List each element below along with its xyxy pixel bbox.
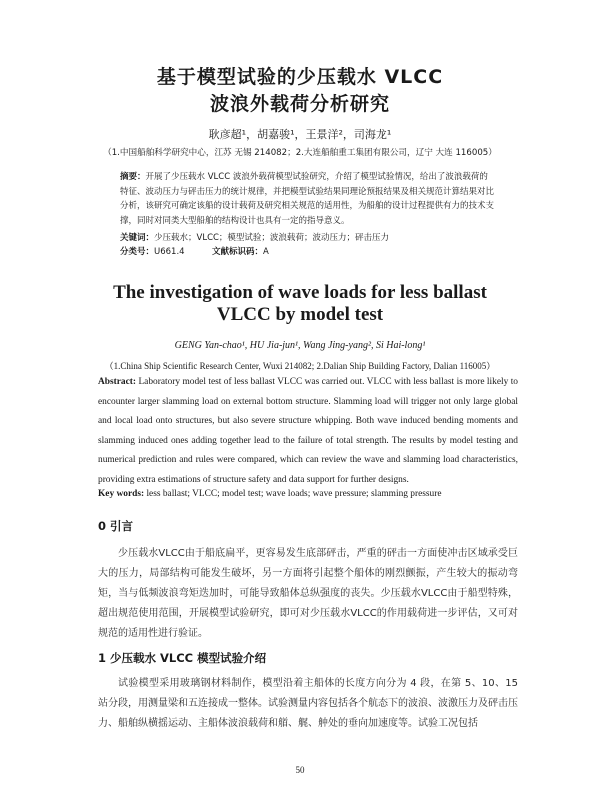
english-keywords [98,489,518,499]
english-abstract-label: Abstract: [98,377,137,387]
document-code-label: 文献标识码： [211,247,263,257]
section-0-heading: 0 引言 [98,519,134,533]
chinese-title-line2: 波浪外载荷分析研究 [209,93,390,115]
classification-line [120,245,495,260]
page-number: 50 [295,765,305,775]
classification-label: 分类号： [120,247,155,257]
english-title-line2: VLCC by model test [216,304,384,325]
chinese-abstract-text: 开展了少压载水 VLCC 波浪外载荷模型试验研究，介绍了模型试验情况，给出了波浪载荷的特征、波动压力与砰击压力的统计规律，并把模型试验结果同理论预报结果及相关规范计算结果对比分析，该研究可确定该船的设计载荷及研究相关规范的适用性，为船舶的设计过程提供有力的技术支撑，同时对同类大型船舶的结构设计也具有一定的指导意义。 [120,172,495,226]
english-abstract-text: Laboratory model test of less ballast VLCC was carried out. VLCC with less ballast is more likely to encounter larger slamming load on external bottom structure. Slamming load will trigger not only large global and local load onto structures, but also severe structure whipping. Both wave induced bending moments and slamming induced ones adding together lead to the failure of total strength. The results by model testing and numerical prediction and rules were compared, which can review the wave and slamming load characteristics, providing extra estimations of structure safety and data support for further designs. [98,377,518,485]
chinese-abstract [120,170,495,228]
chinese-keywords-text: 少压载水；VLCC；模型试验；波浪载荷；波动压力；砰击压力 [154,233,389,243]
english-authors: GENG Yan-chao¹, HU Jia-jun¹, Wang Jing-yang², Si Hai-long¹ [174,340,426,351]
english-keywords-label: Key words: [98,489,145,499]
chinese-keywords [120,231,495,246]
chinese-keywords-label: 关键词： [120,233,155,243]
chinese-title-line1: 基于模型试验的少压载水 VLCC [156,66,444,88]
classification-value: U661.4 [154,247,185,257]
english-affiliation: （1.China Ship Scientific Research Center, Wuxi 214082; 2.Dalian Ship Building Factory, Dalian 116005） [104,361,496,371]
chinese-abstract-label: 摘要： [120,172,146,182]
section-1-body: 试验模型采用玻璃钢材料制作，模型沿着主船体的长度方向分为 4 段，在第 5、10、15 站分段，用测量梁和五连接成一整体。试验测量内容包括各个航态下的波浪、波激压力及砰击压力、船舶纵横摇运动、主船体波浪载荷和艏、艉、舯处的垂向加速度等。试验工况包括 [98,678,518,729]
chinese-affiliation: （1.中国船舶科学研究中心，江苏 无锡 214082；2.大连船舶重工集团有限公司，辽宁 大连 116005） [103,148,497,158]
chinese-authors: 耿彦超¹，胡嘉骏¹，王景洋²，司海龙¹ [208,128,392,141]
english-keywords-text: less ballast; VLCC; model test; wave loads; wave pressure; slamming pressure [146,489,442,499]
section-1-heading: 1 少压载水 VLCC 模型试验介绍 [98,651,267,665]
english-abstract [98,373,518,490]
document-code-value: A [263,247,269,257]
section-0-body: 少压载水VLCC由于船底扁平，更容易发生底部砰击，严重的砰击一方面使冲击区域承受巨大的压力，局部结构可能发生破坏，另一方面将引起整个船体的刚烈颤振，产生较大的振动弯矩，当与低频波浪弯矩迭加时，可能导致船体总纵强度的丧失。少压载水VLCC由于船型特殊，超出规范使用范围，开展模型试验研究，即可对少压载水VLCC的作用载荷进一步评估，又可对规范的适用性进行验证。 [98,548,518,639]
english-title-line1: The investigation of wave loads for less ballast [113,282,487,303]
